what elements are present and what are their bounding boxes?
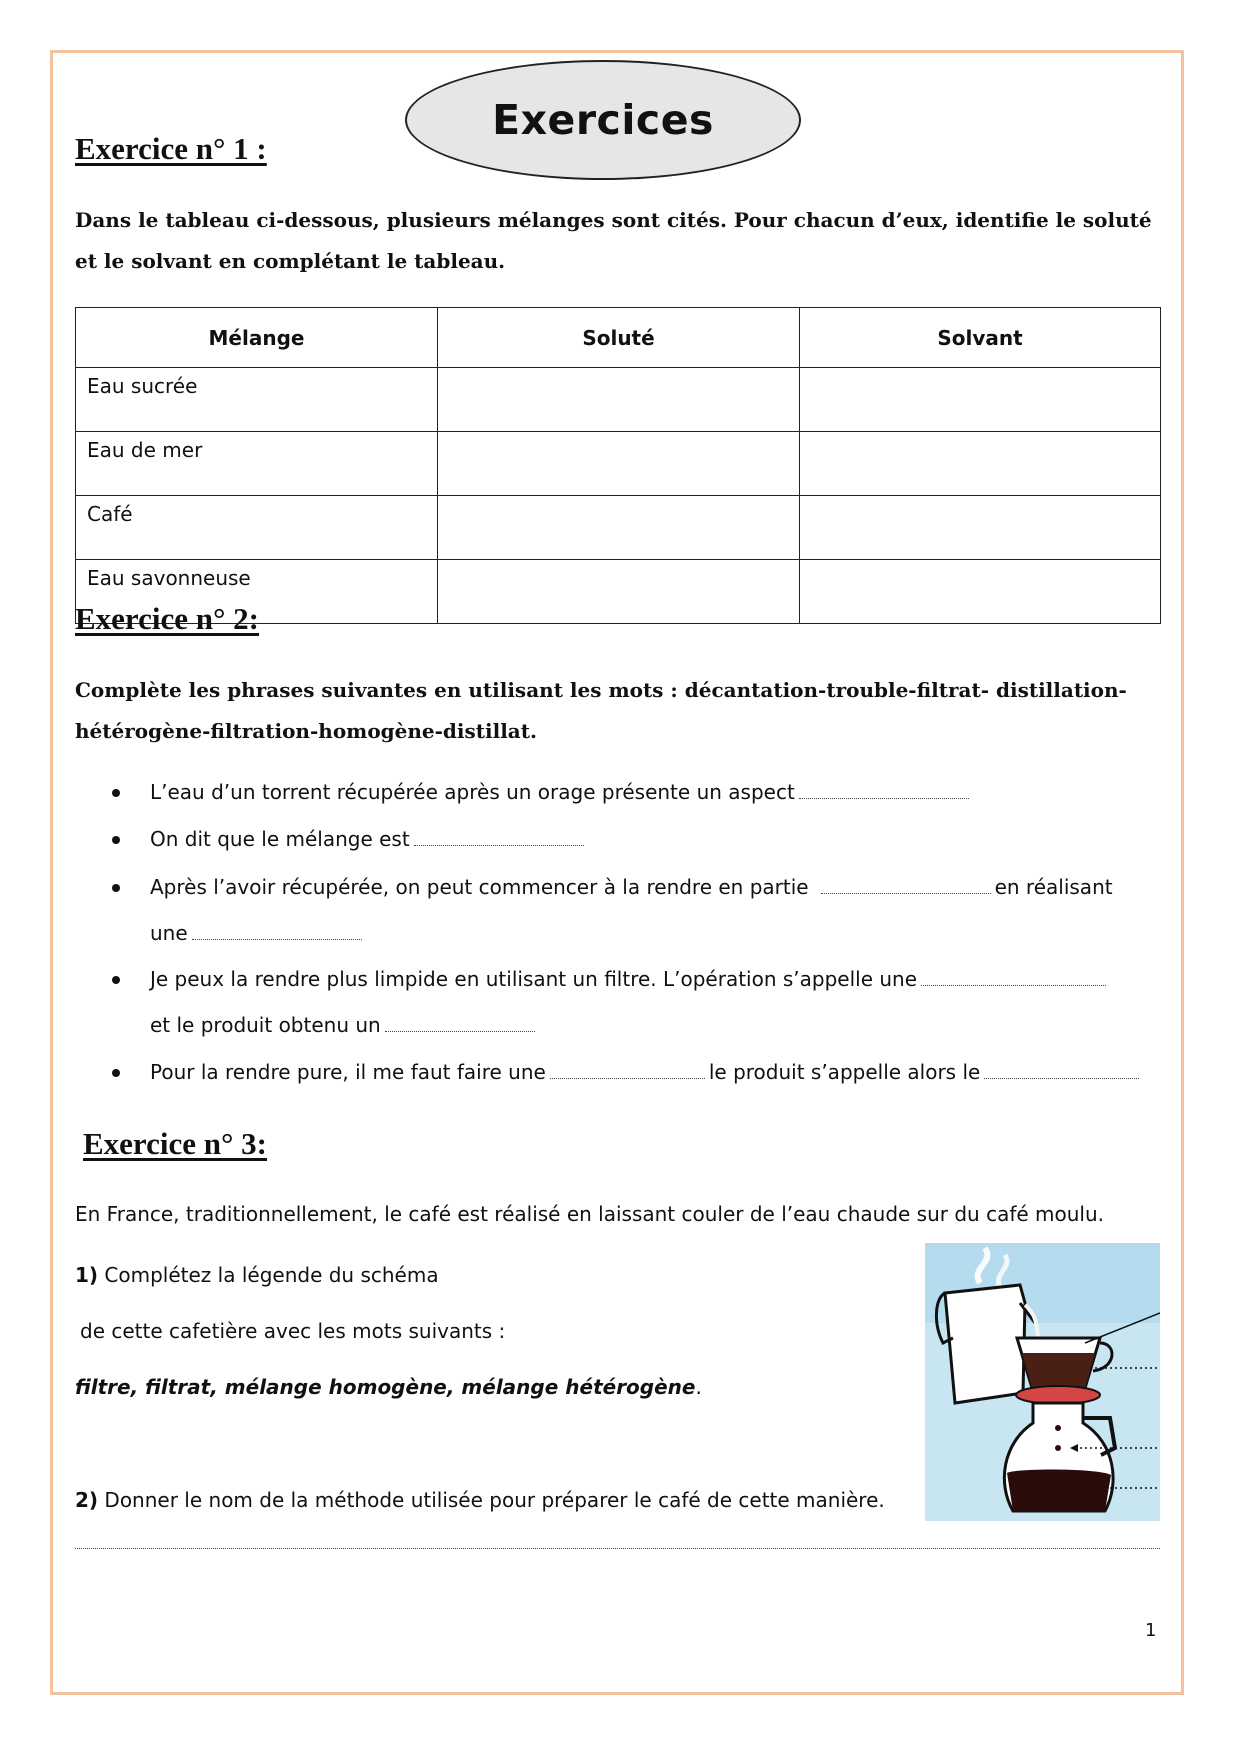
bullet-icon <box>112 884 120 892</box>
fill-line-3-cont <box>150 921 366 945</box>
table-row <box>76 496 1161 560</box>
solvant-cell[interactable] <box>800 496 1161 560</box>
bullet-icon <box>112 789 120 797</box>
solute-cell[interactable] <box>438 368 800 432</box>
sentence-text: et le produit obtenu un <box>150 1013 381 1037</box>
row-label: Café <box>76 496 438 560</box>
blank-field[interactable] <box>385 1031 535 1032</box>
word-list-period: . <box>695 1375 702 1399</box>
bullet-icon <box>112 976 120 984</box>
fill-line-5 <box>150 1060 1143 1084</box>
blank-field[interactable] <box>921 985 1106 986</box>
fill-line-4-cont <box>150 1013 539 1037</box>
page-title: Exercices <box>492 96 714 144</box>
fill-line-4 <box>150 967 1110 991</box>
bullet-icon <box>112 1069 120 1077</box>
sentence-text: en réalisant <box>994 875 1113 899</box>
row-label: Eau de mer <box>76 432 438 496</box>
question-2 <box>75 1488 885 1512</box>
page-number: 1 <box>1145 1620 1157 1641</box>
sentence-text: On dit que le mélange est <box>150 827 410 851</box>
fill-line-1 <box>150 780 973 804</box>
question-text: Donner le nom de la méthode utilisée pour préparer le café de cette manière. <box>104 1488 885 1512</box>
table-row <box>76 432 1161 496</box>
exercise-2-instruction: Complète les phrases suivantes en utilisant les mots : décantation-trouble-filtrat- distillation-hétérogène-filtration-homogène-distillat. <box>75 678 1127 743</box>
table-row <box>76 368 1161 432</box>
blank-field[interactable] <box>414 845 584 846</box>
row-label: Eau sucrée <box>76 368 438 432</box>
solvant-cell[interactable] <box>800 368 1161 432</box>
fill-line-2 <box>150 827 588 851</box>
table-header-row <box>76 308 1161 368</box>
question-1-cont: de cette cafetière avec les mots suivants : <box>80 1319 506 1343</box>
sentence-text: Après l’avoir récupérée, on peut commencer à la rendre en partie <box>150 875 809 899</box>
sentence-text: Je peux la rendre plus limpide en utilisant un filtre. L’opération s’appelle une <box>150 967 918 991</box>
solute-cell[interactable] <box>438 432 800 496</box>
question-number: 2) <box>75 1488 99 1512</box>
question-number: 1) <box>75 1263 99 1287</box>
header-solvant: Solvant <box>800 308 1161 368</box>
coffee-maker-figure <box>925 1243 1160 1521</box>
sentence-text: L’eau d’un torrent récupérée après un orage présente un aspect <box>150 780 795 804</box>
blank-field[interactable] <box>984 1078 1139 1079</box>
question-text: Complétez la légende du schéma <box>104 1263 439 1287</box>
sentence-text: Pour la rendre pure, il me faut faire une <box>150 1060 546 1084</box>
blank-field[interactable] <box>192 939 362 940</box>
word-list <box>75 1375 702 1399</box>
coffee-maker-illustration <box>925 1243 1160 1521</box>
solute-cell[interactable] <box>438 560 800 624</box>
title-oval <box>405 60 801 180</box>
solvant-cell[interactable] <box>800 560 1161 624</box>
sentence-text: le produit s’appelle alors le <box>708 1060 981 1084</box>
fill-line-3 <box>150 875 1113 899</box>
blank-field[interactable] <box>799 798 969 799</box>
header-melange: Mélange <box>76 308 438 368</box>
exercise-1-heading: Exercice n° 1 : <box>75 131 267 166</box>
blank-field[interactable] <box>821 893 991 894</box>
question-1 <box>75 1263 439 1287</box>
word-list-text: filtre, filtrat, mélange homogène, mélange hétérogène <box>75 1375 696 1399</box>
answer-line[interactable] <box>75 1548 1160 1549</box>
exercise-1-instruction: Dans le tableau ci-dessous, plusieurs mélanges sont cités. Pour chacun d’eux, identifie le soluté et le solvant en complétant le tableau. <box>75 208 1152 273</box>
solvant-cell[interactable] <box>800 432 1161 496</box>
sentence-text: une <box>150 921 188 945</box>
row-label: Eau savonneuse <box>76 560 438 624</box>
bullet-icon <box>112 836 120 844</box>
exercise-3-heading: Exercice n° 3: <box>83 1126 267 1161</box>
solute-cell[interactable] <box>438 496 800 560</box>
header-solute: Soluté <box>438 308 800 368</box>
mixture-table <box>75 307 1161 624</box>
exercise-2-heading: Exercice n° 2: <box>75 601 259 636</box>
exercise-3-intro: En France, traditionnellement, le café est réalisé en laissant couler de l’eau chaude sur du café moulu. <box>75 1202 1105 1226</box>
blank-field[interactable] <box>550 1078 705 1079</box>
